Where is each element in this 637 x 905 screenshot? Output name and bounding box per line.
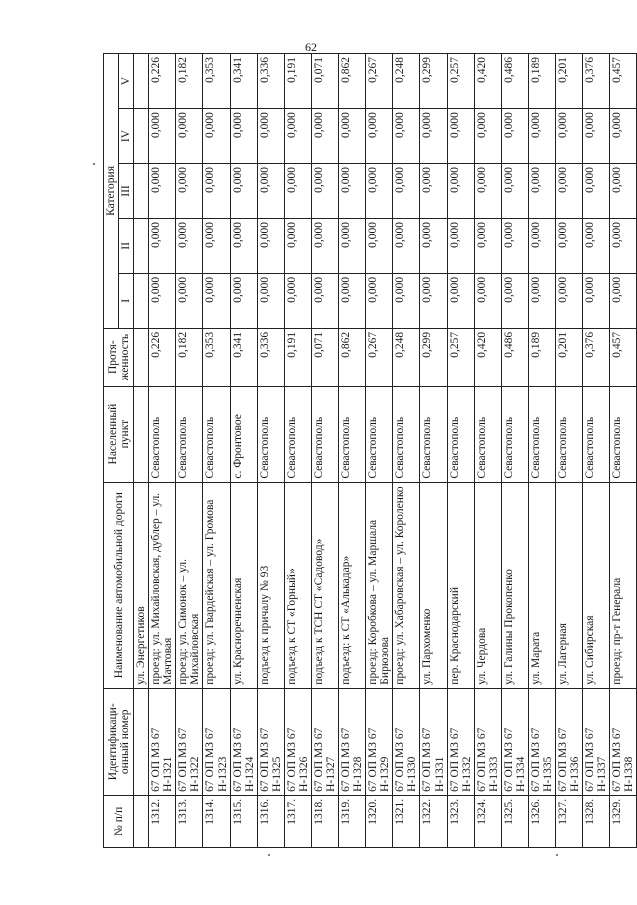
header-city: Населенный пункт: [104, 386, 134, 482]
road-length: 0,486: [501, 328, 528, 386]
locality: Севастополь: [583, 386, 610, 482]
category-1-value: 0,000: [474, 273, 501, 328]
category-1-value: 0,000: [447, 273, 474, 328]
category-3-value: 0,000: [556, 164, 583, 219]
carry-over-name: ул. Энергетиков: [134, 482, 149, 688]
road-name: ул. Галины Прокопенко: [501, 482, 528, 688]
category-2-value: 0,000: [556, 218, 583, 273]
road-id: 67 ОП МЗ 67 Н-1321: [149, 688, 176, 795]
category-4-value: 0,000: [528, 109, 555, 164]
category-3-value: 0,000: [339, 164, 366, 219]
road-name: ул. Сибирская: [583, 482, 610, 688]
header-cat-1: I: [119, 273, 134, 328]
row-number: 1316.: [257, 795, 284, 847]
category-3-value: 0,000: [230, 164, 257, 219]
table-row: [230, 54, 257, 848]
road-name: ул. Чердова: [474, 482, 501, 688]
category-2-value: 0,000: [176, 218, 203, 273]
road-name: проезд: ул. Симонок – ул. Михайловская: [176, 482, 203, 688]
table-row: [393, 54, 420, 848]
road-name: проезд: пр-т Генерала: [610, 482, 637, 688]
category-4-value: 0,000: [284, 109, 311, 164]
category-1-value: 0,000: [311, 273, 338, 328]
category-3-value: 0,000: [257, 164, 284, 219]
category-2-value: 0,000: [339, 218, 366, 273]
category-1-value: 0,000: [366, 273, 393, 328]
header-row: [104, 54, 119, 848]
locality: Севастополь: [257, 386, 284, 482]
road-length: 0,257: [447, 328, 474, 386]
category-1-value: 0,000: [393, 273, 420, 328]
category-3-value: 0,000: [311, 164, 338, 219]
category-3-value: 0,000: [420, 164, 447, 219]
category-3-value: 0,000: [447, 164, 474, 219]
table-row: [474, 54, 501, 848]
category-1-value: 0,000: [583, 273, 610, 328]
category-5-value: 0,226: [149, 54, 176, 109]
row-number: 1325.: [501, 795, 528, 847]
locality: Севастополь: [447, 386, 474, 482]
road-length: 0,248: [393, 328, 420, 386]
category-5-value: 0,420: [474, 54, 501, 109]
road-id: 67 ОП МЗ 67 Н-1335: [528, 688, 555, 795]
table-row: [149, 54, 176, 848]
category-5-value: 0,486: [501, 54, 528, 109]
rotated-table-wrapper: [103, 53, 636, 848]
road-id: 67 ОП МЗ 67 Н-1332: [447, 688, 474, 795]
header-no: № п/п: [104, 795, 134, 847]
category-5-value: 0,341: [230, 54, 257, 109]
category-3-value: 0,000: [528, 164, 555, 219]
category-1-value: 0,000: [284, 273, 311, 328]
road-length: 0,353: [203, 328, 230, 386]
category-1-value: 0,000: [556, 273, 583, 328]
category-4-value: 0,000: [149, 109, 176, 164]
category-5-value: 0,376: [583, 54, 610, 109]
table-row: [420, 54, 447, 848]
category-5-value: 0,201: [556, 54, 583, 109]
table-row: [366, 54, 393, 848]
category-4-value: 0,000: [230, 109, 257, 164]
category-4-value: 0,000: [556, 109, 583, 164]
row-number: 1324.: [474, 795, 501, 847]
road-length: 0,191: [284, 328, 311, 386]
road-name: подъезд: к СТ «Алькадар»: [339, 482, 366, 688]
road-length: 0,336: [257, 328, 284, 386]
road-name: пер. Краснодарский: [447, 482, 474, 688]
row-number: 1329.: [610, 795, 637, 847]
table-row: [528, 54, 555, 848]
road-id: 67 ОП МЗ 67 Н-1323: [203, 688, 230, 795]
locality: с. Фронтовое: [230, 386, 257, 482]
road-length: 0,376: [583, 328, 610, 386]
scan-dot: [268, 854, 270, 856]
locality: Севастополь: [556, 386, 583, 482]
category-2-value: 0,000: [257, 218, 284, 273]
road-name: подъезд к СТ «Горный»: [284, 482, 311, 688]
category-1-value: 0,000: [176, 273, 203, 328]
road-id: 67 ОП МЗ 67 Н-1326: [284, 688, 311, 795]
category-1-value: 0,000: [339, 273, 366, 328]
locality: Севастополь: [610, 386, 637, 482]
road-length: 0,189: [528, 328, 555, 386]
row-number: 1320.: [366, 795, 393, 847]
category-1-value: 0,000: [230, 273, 257, 328]
category-2-value: 0,000: [474, 218, 501, 273]
road-length: 0,071: [311, 328, 338, 386]
page-number: 62: [305, 40, 317, 54]
header-cat-5: V: [119, 54, 134, 109]
road-id: 67 ОП МЗ 67 Н-1324: [230, 688, 257, 795]
locality: Севастополь: [176, 386, 203, 482]
road-name: проезд: ул. Хабаровская – ул. Короленко: [393, 482, 420, 688]
category-4-value: 0,000: [339, 109, 366, 164]
locality: Севастополь: [420, 386, 447, 482]
table-row: [311, 54, 338, 848]
row-number: 1317.: [284, 795, 311, 847]
category-5-value: 0,248: [393, 54, 420, 109]
locality: Севастополь: [474, 386, 501, 482]
road-id: 67 ОП МЗ 67 Н-1329: [366, 688, 393, 795]
category-3-value: 0,000: [610, 164, 637, 219]
roads-table: [103, 53, 637, 848]
category-4-value: 0,000: [610, 109, 637, 164]
category-4-value: 0,000: [203, 109, 230, 164]
category-4-value: 0,000: [583, 109, 610, 164]
row-number: 1321.: [393, 795, 420, 847]
category-3-value: 0,000: [583, 164, 610, 219]
category-2-value: 0,000: [366, 218, 393, 273]
road-length: 0,299: [420, 328, 447, 386]
table-row: [257, 54, 284, 848]
road-id: 67 ОП МЗ 67 Н-1330: [393, 688, 420, 795]
category-5-value: 0,267: [366, 54, 393, 109]
category-4-value: 0,000: [447, 109, 474, 164]
locality: Севастополь: [393, 386, 420, 482]
road-id: 67 ОП МЗ 67 Н-1334: [501, 688, 528, 795]
row-number: 1312.: [149, 795, 176, 847]
category-1-value: 0,000: [257, 273, 284, 328]
table-row: [339, 54, 366, 848]
header-id: Идентификаци- онный номер: [104, 688, 134, 795]
row-number: 1322.: [420, 795, 447, 847]
locality: Севастополь: [311, 386, 338, 482]
row-number: 1313.: [176, 795, 203, 847]
category-2-value: 0,000: [447, 218, 474, 273]
category-3-value: 0,000: [149, 164, 176, 219]
row-number: 1319.: [339, 795, 366, 847]
road-name: ул. Марата: [528, 482, 555, 688]
road-length: 0,201: [556, 328, 583, 386]
category-4-value: 0,000: [311, 109, 338, 164]
category-5-value: 0,862: [339, 54, 366, 109]
table-row: [610, 54, 637, 848]
road-id: 67 ОП МЗ 67 Н-1333: [474, 688, 501, 795]
road-name: подъезд к ТСН СТ «Садовод»: [311, 482, 338, 688]
row-number: 1314.: [203, 795, 230, 847]
category-3-value: 0,000: [203, 164, 230, 219]
row-number: 1323.: [447, 795, 474, 847]
row-number: 1315.: [230, 795, 257, 847]
road-id: 67 ОП МЗ 67 Н-1328: [339, 688, 366, 795]
row-number: 1318.: [311, 795, 338, 847]
category-2-value: 0,000: [203, 218, 230, 273]
road-length: 0,267: [366, 328, 393, 386]
category-3-value: 0,000: [501, 164, 528, 219]
category-5-value: 0,457: [610, 54, 637, 109]
category-1-value: 0,000: [610, 273, 637, 328]
road-id: 67 ОП МЗ 67 Н-1325: [257, 688, 284, 795]
category-2-value: 0,000: [311, 218, 338, 273]
header-cat-3: III: [119, 164, 134, 219]
category-4-value: 0,000: [420, 109, 447, 164]
category-4-value: 0,000: [176, 109, 203, 164]
category-4-value: 0,000: [393, 109, 420, 164]
row-number: 1328.: [583, 795, 610, 847]
locality: Севастополь: [203, 386, 230, 482]
road-length: 0,341: [230, 328, 257, 386]
category-4-value: 0,000: [366, 109, 393, 164]
table-row: [447, 54, 474, 848]
category-3-value: 0,000: [284, 164, 311, 219]
road-length: 0,862: [339, 328, 366, 386]
scan-dot: [556, 854, 558, 856]
category-5-value: 0,336: [257, 54, 284, 109]
road-length: 0,226: [149, 328, 176, 386]
category-5-value: 0,299: [420, 54, 447, 109]
category-2-value: 0,000: [528, 218, 555, 273]
category-2-value: 0,000: [230, 218, 257, 273]
road-id: 67 ОП МЗ 67 Н-1338: [610, 688, 637, 795]
table-row: [284, 54, 311, 848]
category-1-value: 0,000: [203, 273, 230, 328]
road-name: ул. Пархоменко: [420, 482, 447, 688]
road-length: 0,182: [176, 328, 203, 386]
category-2-value: 0,000: [149, 218, 176, 273]
table-row: [556, 54, 583, 848]
road-id: 67 ОП МЗ 67 Н-1337: [583, 688, 610, 795]
category-5-value: 0,182: [176, 54, 203, 109]
category-4-value: 0,000: [474, 109, 501, 164]
table-row: [203, 54, 230, 848]
road-length: 0,420: [474, 328, 501, 386]
road-name: проезд: ул. Гвардейская – ул. Громова: [203, 482, 230, 688]
category-2-value: 0,000: [284, 218, 311, 273]
category-1-value: 0,000: [528, 273, 555, 328]
row-number: 1327.: [556, 795, 583, 847]
road-id: 67 ОП МЗ 67 Н-1331: [420, 688, 447, 795]
road-name: ул. Красноречненская: [230, 482, 257, 688]
category-1-value: 0,000: [501, 273, 528, 328]
table-row: [583, 54, 610, 848]
category-2-value: 0,000: [420, 218, 447, 273]
carry-over-row: [134, 54, 149, 848]
locality: Севастополь: [339, 386, 366, 482]
road-length: 0,457: [610, 328, 637, 386]
locality: Севастополь: [366, 386, 393, 482]
category-5-value: 0,189: [528, 54, 555, 109]
category-5-value: 0,353: [203, 54, 230, 109]
scan-dot: [93, 163, 95, 165]
category-5-value: 0,191: [284, 54, 311, 109]
road-name: проезд: Коробкова – ул. Маршала Бирюзова: [366, 482, 393, 688]
road-id: 67 ОП МЗ 67 Н-1336: [556, 688, 583, 795]
road-id: 67 ОП МЗ 67 Н-1327: [311, 688, 338, 795]
category-5-value: 0,071: [311, 54, 338, 109]
road-name: проезд: ул. Михайловская, дублер – ул. Мачтовая: [149, 482, 176, 688]
header-length: Протя- женность: [104, 328, 134, 386]
road-name: ул. Лагерная: [556, 482, 583, 688]
category-5-value: 0,257: [447, 54, 474, 109]
category-1-value: 0,000: [149, 273, 176, 328]
category-2-value: 0,000: [393, 218, 420, 273]
road-name: подъезд к причалу № 93: [257, 482, 284, 688]
table-row: [501, 54, 528, 848]
table-row: [176, 54, 203, 848]
header-cat-4: IV: [119, 109, 134, 164]
row-number: 1326.: [528, 795, 555, 847]
category-3-value: 0,000: [474, 164, 501, 219]
header-name: Наименование автомобильной дороги: [104, 482, 134, 688]
locality: Севастополь: [149, 386, 176, 482]
category-2-value: 0,000: [610, 218, 637, 273]
category-3-value: 0,000: [366, 164, 393, 219]
header-cat-2: II: [119, 218, 134, 273]
category-3-value: 0,000: [393, 164, 420, 219]
locality: Севастополь: [501, 386, 528, 482]
locality: Севастополь: [528, 386, 555, 482]
road-id: 67 ОП МЗ 67 Н-1322: [176, 688, 203, 795]
category-1-value: 0,000: [420, 273, 447, 328]
category-2-value: 0,000: [501, 218, 528, 273]
header-category: Категория: [104, 54, 119, 329]
category-4-value: 0,000: [501, 109, 528, 164]
category-2-value: 0,000: [583, 218, 610, 273]
category-3-value: 0,000: [176, 164, 203, 219]
category-4-value: 0,000: [257, 109, 284, 164]
locality: Севастополь: [284, 386, 311, 482]
